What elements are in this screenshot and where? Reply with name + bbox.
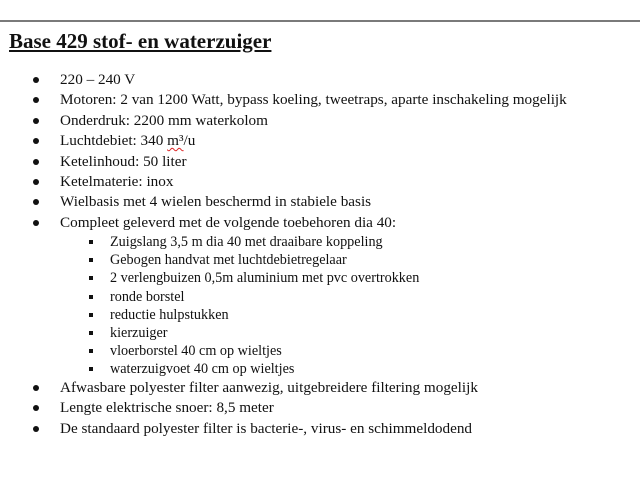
spec-item-antibacterial: De standaard polyester filter is bacterie-, virus- en schimmeldodend [0, 419, 567, 439]
square-bullet-icon [89, 313, 93, 317]
accessory-item: vloerborstel 40 cm op wieltjes [0, 342, 567, 360]
accessory-item: reductie hulpstukken [0, 306, 567, 324]
bullet-icon [33, 220, 39, 226]
accessory-item: 2 verlengbuizen 0,5m aluminium met pvc overtrokken [0, 269, 567, 287]
spec-item-capacity: Ketelinhoud: 50 liter [0, 152, 567, 172]
accessory-item: Zuigslang 3,5 m dia 40 met draaibare koppeling [0, 233, 567, 251]
spec-item-cord: Lengte elektrische snoer: 8,5 meter [0, 398, 567, 418]
spellcheck-marked-word[interactable]: m³ [167, 132, 184, 150]
accessory-item: Gebogen handvat met luchtdebietregelaar [0, 251, 567, 269]
square-bullet-icon [89, 258, 93, 262]
accessory-item: waterzuigvoet 40 cm op wieltjes [0, 360, 567, 378]
bullet-icon [33, 118, 39, 124]
accessory-item: kierzuiger [0, 324, 567, 342]
square-bullet-icon [89, 367, 93, 371]
bullet-icon [33, 77, 39, 83]
bullet-icon [33, 385, 39, 391]
document-title: Base 429 stof- en waterzuiger [9, 29, 272, 53]
square-bullet-icon [89, 295, 93, 299]
square-bullet-icon [89, 349, 93, 353]
bullet-icon [33, 426, 39, 432]
spec-list [0, 70, 567, 439]
bullet-icon [33, 97, 39, 103]
spec-item-material: Ketelmaterie: inox [0, 172, 567, 192]
top-divider [0, 20, 640, 22]
spec-item-accessories: Compleet geleverd met de volgende toebehoren dia 40: Zuigslang 3,5 m dia 40 met draaibare koppeling Gebogen handvat met luchtdebietregelaar 2 verlengbuizen 0,5m aluminium met pvc overtrokken ronde borstel reductie hulpstukken kierzuiger vloerborstel 40 cm op wieltjes waterzuigvoet 40 cm op wieltjes [0, 213, 567, 378]
spec-item-wheelbase: Wielbasis met 4 wielen beschermd in stabiele basis [0, 192, 567, 212]
bullet-icon [33, 159, 39, 165]
spec-item-voltage: 220 – 240 V [0, 70, 567, 90]
spec-item-filter: Afwasbare polyester filter aanwezig, uitgebreidere filtering mogelijk [0, 378, 567, 398]
spec-item-vacuum: Onderdruk: 2200 mm waterkolom [0, 111, 567, 131]
square-bullet-icon [89, 240, 93, 244]
accessory-list [60, 233, 567, 378]
bullet-icon [33, 199, 39, 205]
accessory-item: ronde borstel [0, 288, 567, 306]
spec-item-motors: Motoren: 2 van 1200 Watt, bypass koeling, tweetraps, aparte inschakeling mogelijk [0, 90, 567, 110]
square-bullet-icon [89, 276, 93, 280]
square-bullet-icon [89, 331, 93, 335]
spec-item-airflow: Luchtdebiet: 340 m³/u [0, 131, 567, 151]
bullet-icon [33, 138, 39, 144]
bullet-icon [33, 405, 39, 411]
bullet-icon [33, 179, 39, 185]
